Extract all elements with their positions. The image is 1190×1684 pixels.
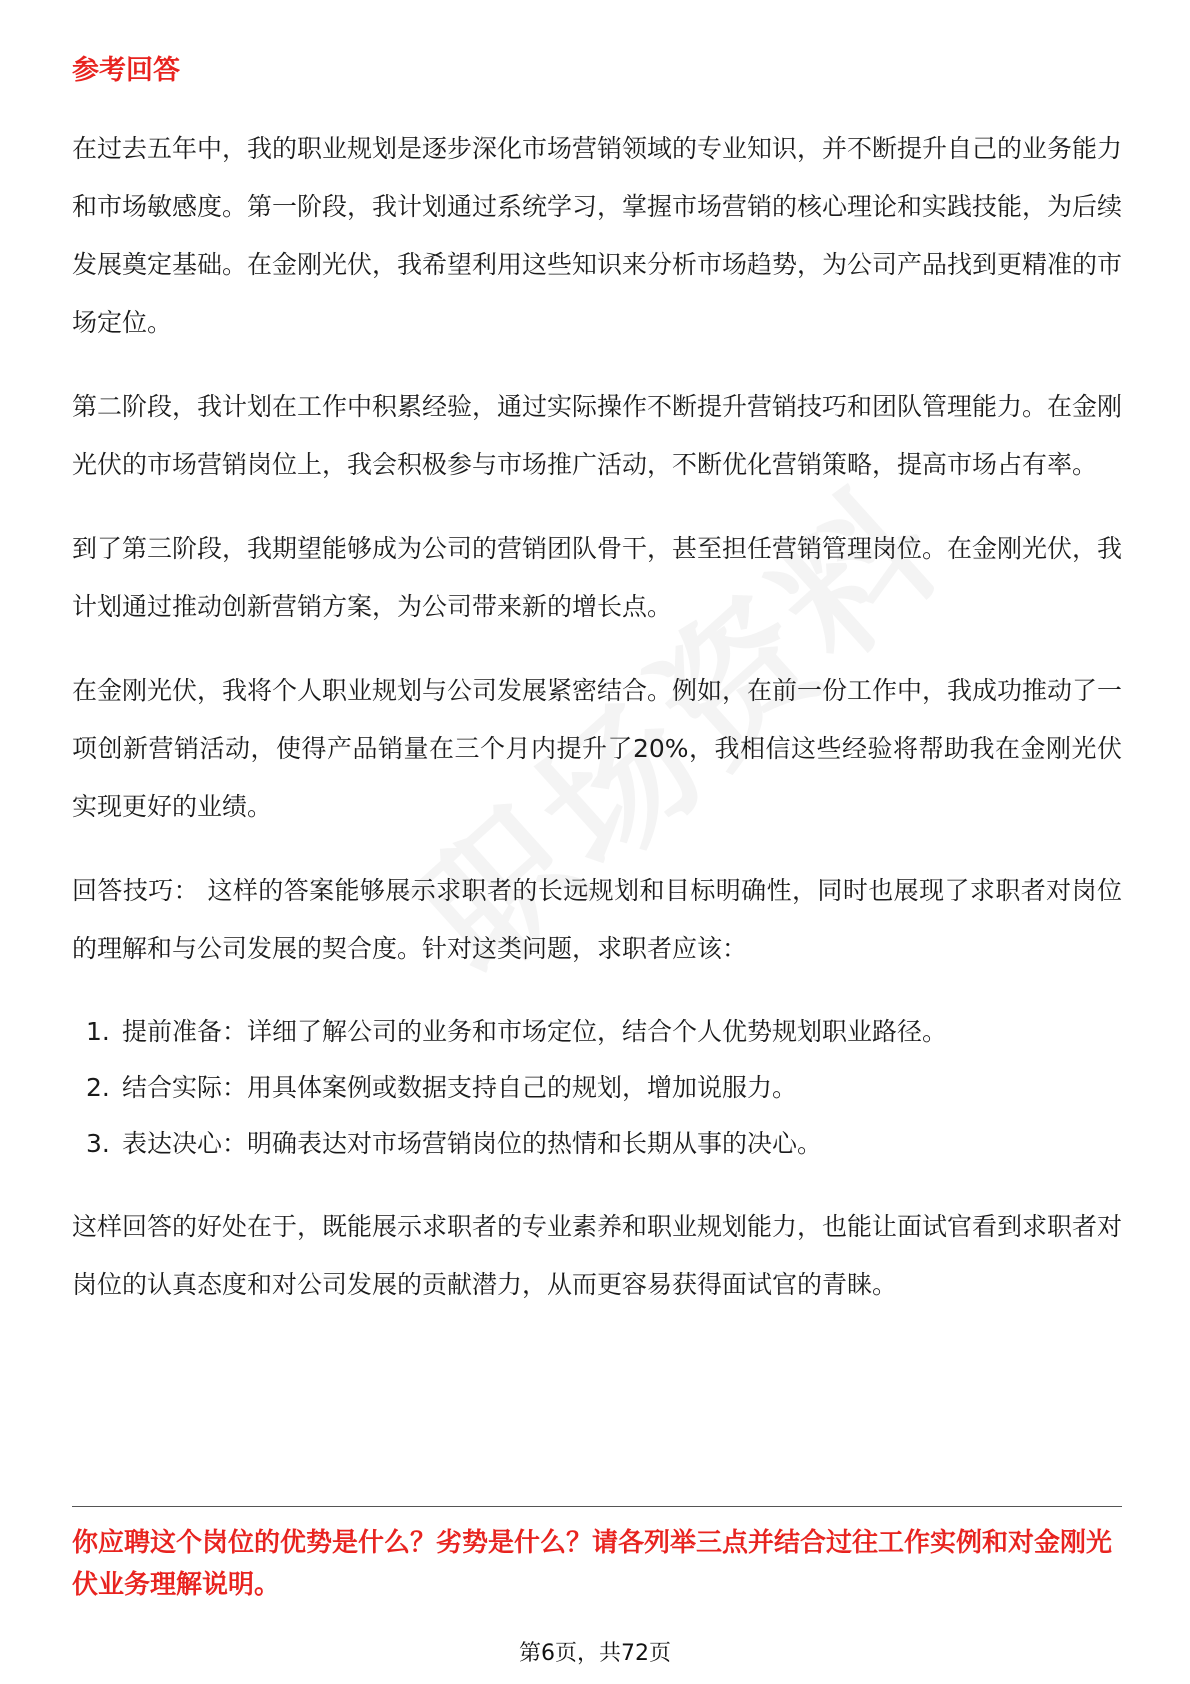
list-text: 结合实际：用具体案例或数据支持自己的规划，增加说服力。 <box>122 1073 798 1102</box>
list-item <box>86 1060 1122 1116</box>
list-text: 提前准备：详细了解公司的业务和市场定位，结合个人优势规划职业路径。 <box>122 1017 948 1046</box>
list-text: 表达决心：明确表达对市场营销岗位的热情和长期从事的决心。 <box>122 1129 823 1158</box>
answer-content <box>72 120 1122 1340</box>
next-question: 你应聘这个岗位的优势是什么？劣势是什么？请各列举三点并结合过往工作实例和对金刚光伏业务理解说明。 <box>72 1528 1113 1600</box>
list-item <box>86 1004 1122 1060</box>
divider <box>72 1506 1122 1507</box>
page-footer: 第6页，共72页 <box>519 1641 671 1666</box>
closing-paragraph: 这样回答的好处在于，既能展示求职者的专业素养和职业规划能力，也能让面试官看到求职者对岗位的认真态度和对公司发展的贡献潜力，从而更容易获得面试官的青睐。 <box>72 1212 1123 1299</box>
answer-paragraph-4: 在金刚光伏，我将个人职业规划与公司发展紧密结合。例如，在前一份工作中，我成功推动了一项创新营销活动，使得产品销量在三个月内提升了20%，我相信这些经验将帮助我在金刚光伏实现更好的业绩。 <box>72 676 1123 821</box>
answer-paragraph-1: 在过去五年中，我的职业规划是逐步深化市场营销领域的专业知识，并不断提升自己的业务能力和市场敏感度。第一阶段，我计划通过系统学习，掌握市场营销的核心理论和实践技能，为后续发展奠定基础。在金刚光伏，我希望利用这些知识来分析市场趋势，为公司产品找到更精准的市场定位。 <box>72 134 1123 337</box>
section-title: 参考回答 <box>72 55 180 86</box>
list-number: 3. <box>86 1129 110 1158</box>
tips-intro-paragraph: 回答技巧： 这样的答案能够展示求职者的长远规划和目标明确性，同时也展现了求职者对岗位的理解和与公司发展的契合度。针对这类问题，求职者应该： <box>72 876 1122 963</box>
list-item <box>86 1116 1122 1172</box>
tips-list <box>72 1004 1122 1172</box>
answer-paragraph-3: 到了第三阶段，我期望能够成为公司的营销团队骨干，甚至担任营销管理岗位。在金刚光伏，我计划通过推动创新营销方案，为公司带来新的增长点。 <box>72 534 1123 621</box>
list-number: 2. <box>86 1073 110 1102</box>
answer-paragraph-2: 第二阶段，我计划在工作中积累经验，通过实际操作不断提升营销技巧和团队管理能力。在金刚光伏的市场营销岗位上，我会积极参与市场推广活动，不断优化营销策略，提高市场占有率。 <box>72 392 1123 479</box>
list-number: 1. <box>86 1017 110 1046</box>
